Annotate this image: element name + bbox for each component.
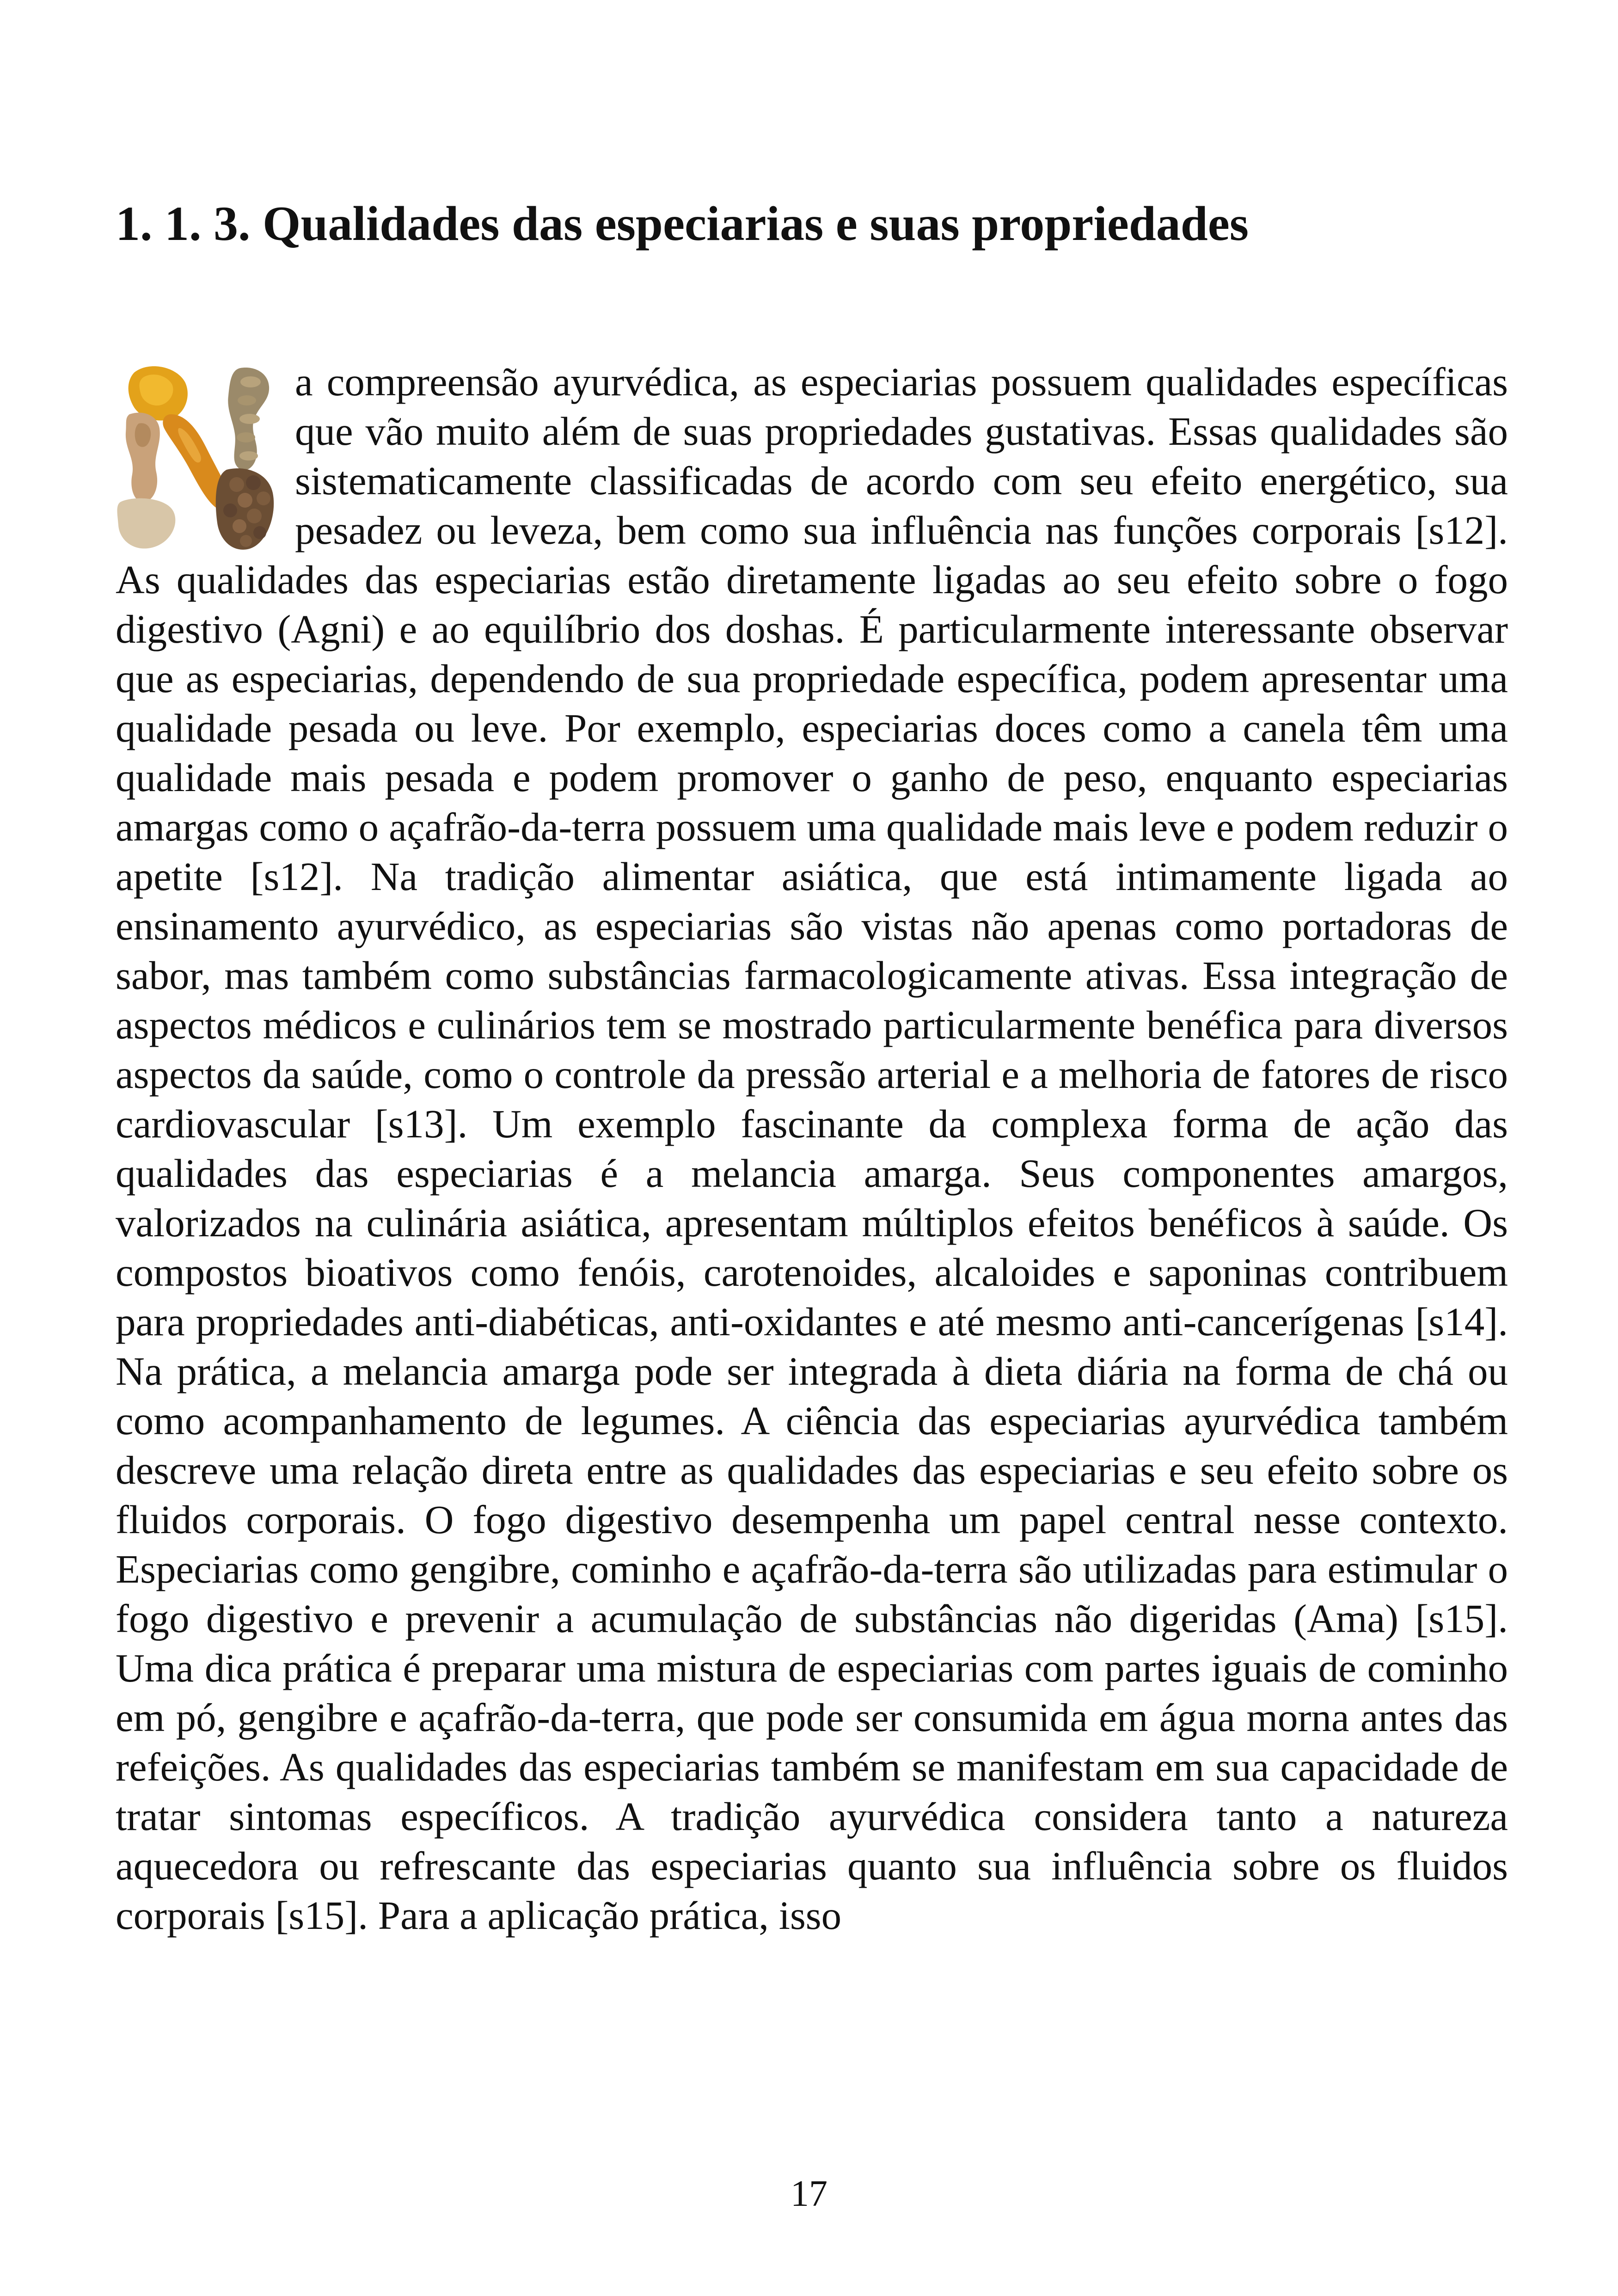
spice-letter-n-icon: [116, 363, 281, 553]
body-paragraph: a compreensão ayurvédica, as especiarias possuem qualidades específicas que vão muito além de suas propriedades gustativas. Essas qualidades são sistematicamente classificadas de acordo com seu efeito energético, sua pesadez ou leveza, bem como sua influência nas funções corporais [s12]. As qualidades das especiarias estão diretamente ligadas ao seu efeito sobre o fogo digestivo (Agni) e ao equilíbrio dos doshas. É particularmente interessante observar que as especiarias, dependendo de sua propriedade específica, podem apresentar uma qualidade pesada ou leve. Por exemplo, especiarias doces como a canela têm uma qualidade mais pesada e podem promover o ganho de peso, enquanto especiarias amargas como o açafrão-da-terra possuem uma qualidade mais leve e podem reduzir o apetite [s12]. Na tradição alimentar asiática, que está intimamente ligada ao ensinamento ayurvédico, as especiarias são vistas não apenas como portadoras de sabor, mas também como substâncias farmacologicamente ativas. Essa integração de aspectos médicos e culinários tem se mostrado particularmente benéfica para diversos aspectos da saúde, como o controle da pressão arterial e a melhoria de fatores de risco cardiovascular [s13]. Um exemplo fascinante da complexa forma de ação das qualidades das especiarias é a melancia amarga. Seus componentes amargos, valorizados na culinária asiática, apresentam múltiplos efeitos benéficos à saúde. Os compostos bioativos como fenóis, carotenoides, alcaloides e saponinas contribuem para propriedades anti-diabéticas, anti-oxidantes e até mesmo anti-cancerígenas [s14]. Na prática, a melancia amarga pode ser integrada à dieta diária na forma de chá ou como acompanhamento de legumes. A ciência das especiarias ayurvédica também descreve uma relação direta entre as qualidades das especiarias e seu efeito sobre os fluidos corporais. O fogo digestivo desempenha um papel central nesse contexto. Especiarias como gengibre, cominho e açafrão-da-terra são utilizadas para estimular o fogo digestivo e prevenir a acumulação de substâncias não digeridas (Ama) [s15]. Uma dica prática é preparar uma mistura de especiarias com partes iguais de cominho em pó, gengibre e açafrão-da-terra, que pode ser consumida em água morna antes das refeições. As qualidades das especiarias também se manifestam em sua capacidade de tratar sintomas específicos. A tradição ayurvédica considera tanto a natureza aquecedora ou refrescante das especiarias quanto sua influência sobre os fluidos corporais [s15]. Para a aplicação prática, isso: [116, 359, 1508, 1938]
page-number: 17: [791, 2173, 827, 2214]
article-body: [116, 357, 1508, 1940]
section-heading: 1. 1. 3. Qualidades das especiarias e suas propriedades: [116, 196, 1249, 251]
